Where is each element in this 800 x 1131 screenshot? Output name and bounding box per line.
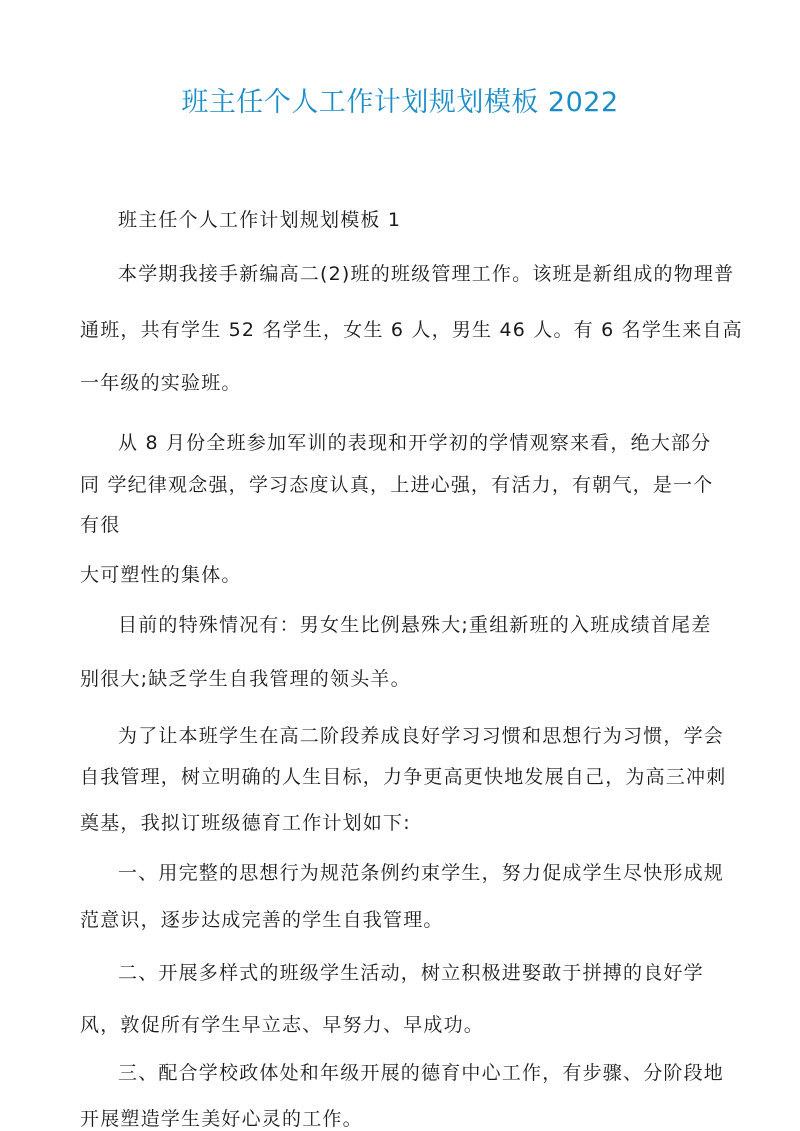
paragraph-line: 范意识，逐步达成完善的学生自我管理。 [80, 909, 444, 931]
paragraph-line: 风，敦促所有学生早立志、早努力、早成功。 [80, 1014, 485, 1036]
paragraph-line: 目前的特殊情况有：男女生比例悬殊大;重组新班的入班成绩首尾差 [118, 614, 712, 636]
paragraph-line: 自我管理，树立明确的人生目标，力争更高更快地发展自己，为高三冲刺 [80, 766, 727, 788]
paragraph-line: 开展塑造学生美好心灵的工作。 [80, 1108, 363, 1130]
paragraph-line: 有很 [80, 514, 121, 536]
paragraph-line: 二、开展多样式的班级学生活动，树立积极进娶敢于拼搏的良好学 [118, 962, 704, 984]
paragraph-line: 从 8 月份全班参加军训的表现和开学初的学情观察来看，绝大部分 [118, 432, 712, 454]
paragraph-line: 为了让本班学生在高二阶段养成良好学习习惯和思想行为习惯，学会 [118, 725, 725, 747]
paragraph-line: 大可塑性的集体。 [80, 564, 242, 586]
paragraph-line: 通班，共有学生 52 名学生，女生 6 人，男生 46 人。有 6 名学生来自高 [80, 319, 743, 341]
paragraph-line: 同 学纪律观念强，学习态度认真，上进心强，有活力，有朝气，是一个 [80, 474, 714, 496]
paragraph-line: 本学期我接手新编高二(2)班的班级管理工作。该班是新组成的物理普 [118, 263, 735, 285]
paragraph-line: 三、配合学校政体处和年级开展的德育中心工作，有步骤、分阶段地 [118, 1062, 725, 1084]
paragraph-line: 奠基，我拟订班级德育工作计划如下: [80, 812, 411, 834]
document-title: 班主任个人工作计划规划模板 2022 [181, 87, 619, 118]
paragraph-line: 别很大;缺乏学生自我管理的领头羊。 [80, 668, 411, 690]
paragraph-line: 一、用完整的思想行为规范条例约束学生，努力促成学生尽快形成规 [118, 862, 725, 884]
paragraph-line: 班主任个人工作计划规划模板 1 [118, 209, 402, 231]
paragraph-line: 一年级的实验班。 [80, 372, 242, 394]
